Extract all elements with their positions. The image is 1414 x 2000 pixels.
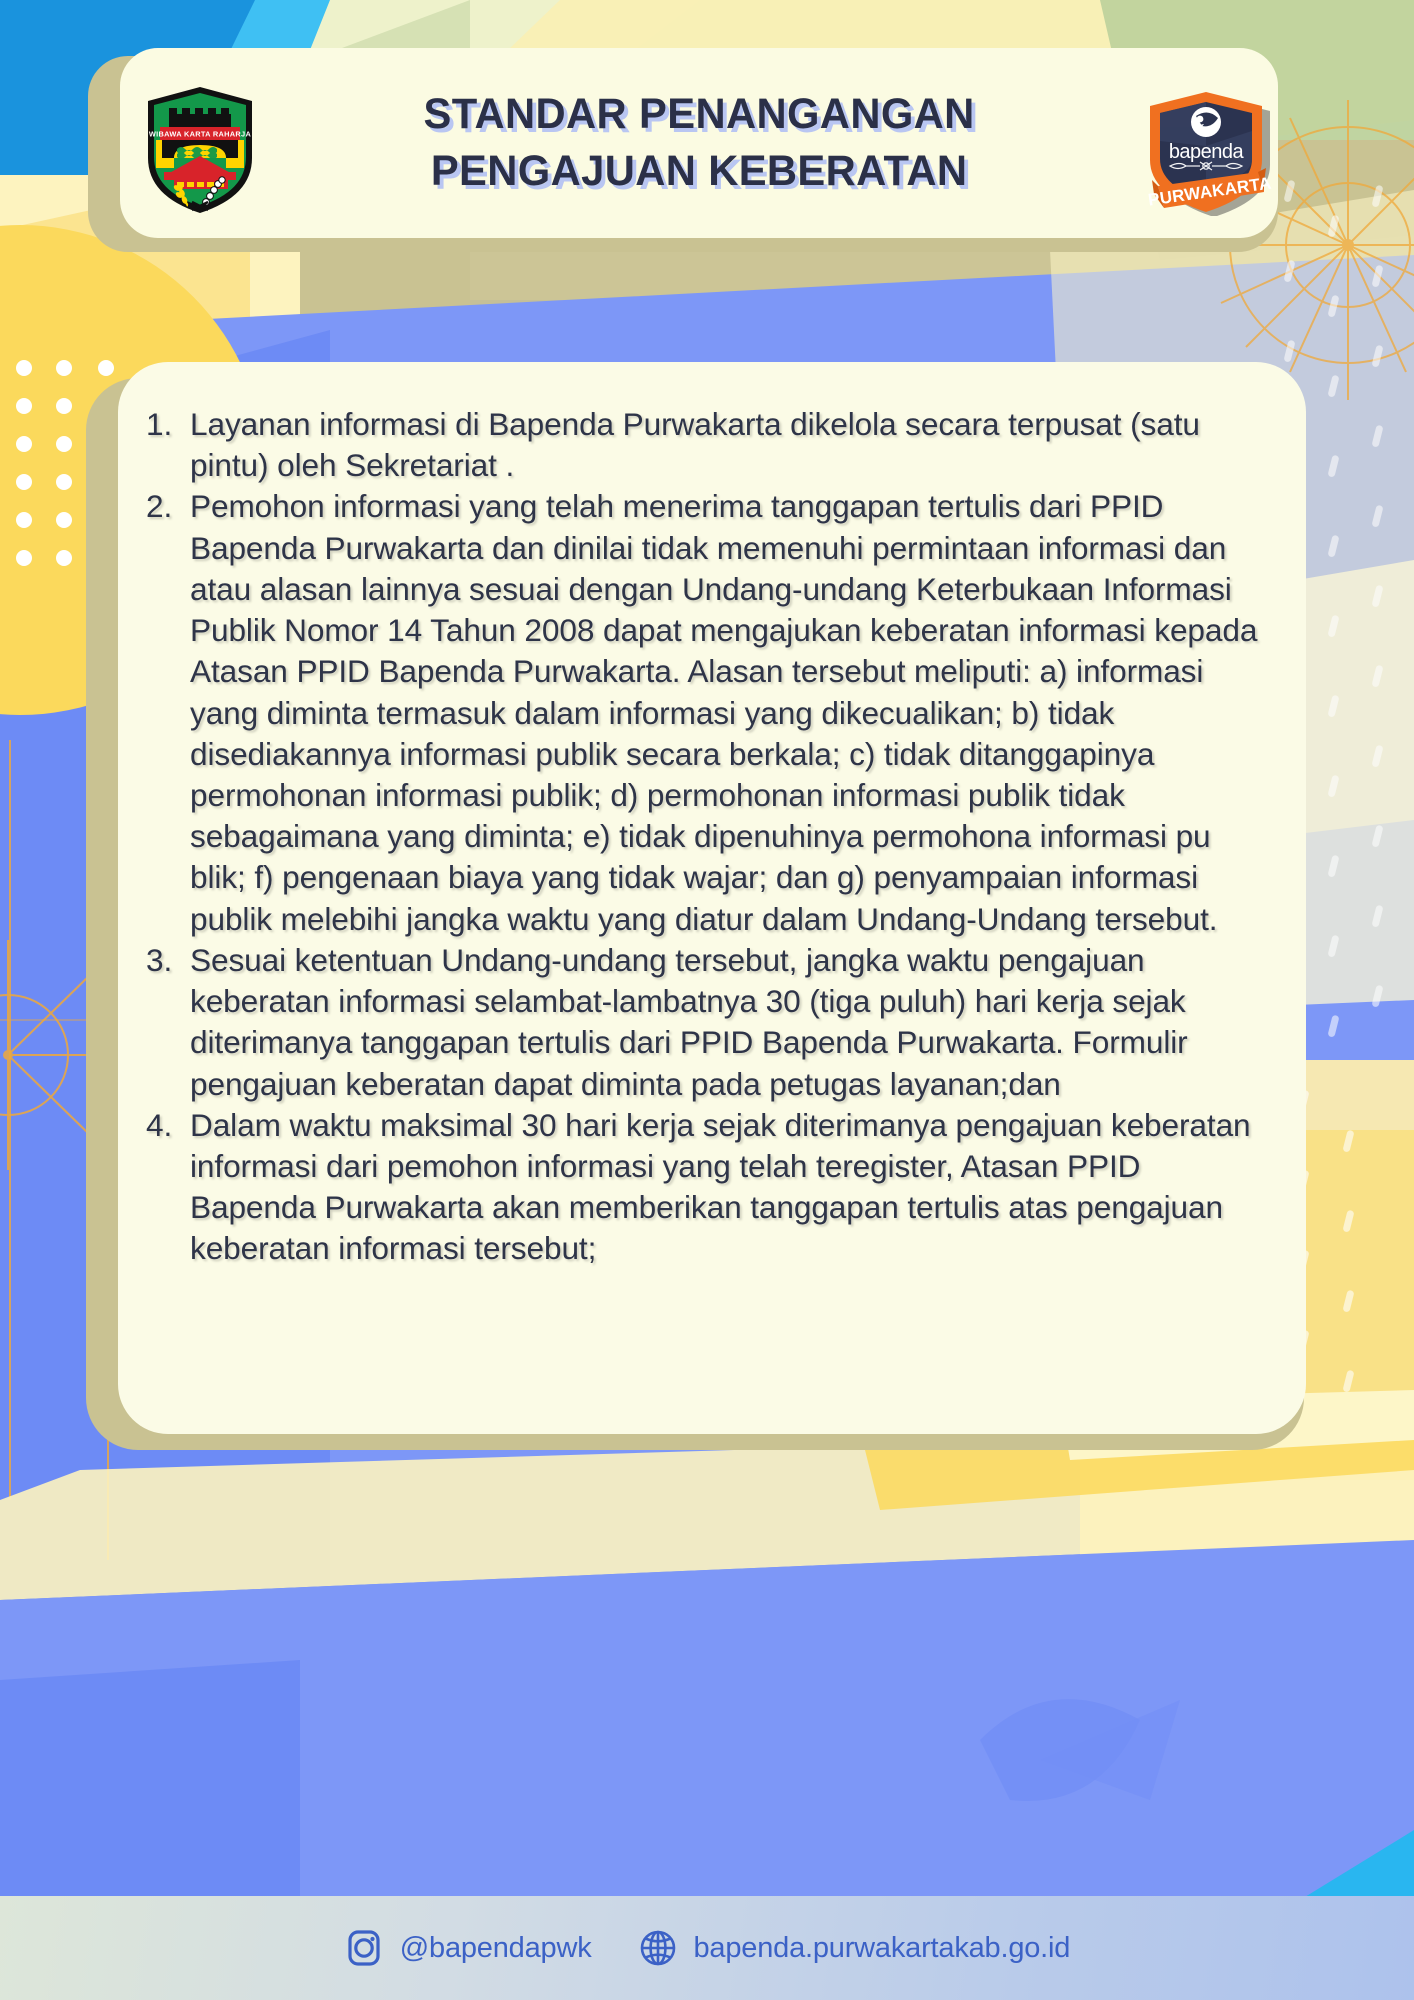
list-item: Sesuai ketentuan Undang-undang tersebut, jangka waktu pengajuan keberatan informasi selambat-lambatnya 30 (tiga puluh) hari kerja sejak diterimanya tanggapan tertulis dari PPID Bapenda Purwakarta. Formulir pengajuan keberatan dapat diminta pada petugas layanan;dan [190, 941, 1188, 1102]
page-title-line-1: STANDAR PENANGANGAN [423, 89, 975, 138]
purwakarta-regency-emblem [140, 84, 260, 216]
bapenda-purwakarta-logo [1140, 86, 1272, 216]
instagram-handle: @bapendapwk [399, 1931, 592, 1964]
page-title [423, 86, 974, 200]
instagram-icon [344, 1928, 384, 1968]
procedure-list [142, 404, 1266, 1270]
list-item: Layanan informasi di Bapenda Purwakarta dikelola secara terpusat (satu pintu) oleh Sekretariat . [190, 406, 1200, 484]
website-url: bapenda.purwakartakab.go.id [693, 1931, 1071, 1964]
globe-icon [638, 1928, 678, 1968]
instagram-contact[interactable] [344, 1928, 592, 1968]
header-card [120, 48, 1278, 238]
list-item: Pemohon informasi yang telah menerima tanggapan tertulis dari PPID Bapenda Purwakarta dan dinilai tidak memenuhi permintaan informasi dan atau alasan lainnya sesuai dengan Undang-undang Keterbukaan Informasi Publik Nomor 14 Tahun 2008 dapat mengajukan keberatan informasi kepada Atasan PPID Bapenda Purwakarta. Alasan tersebut meliputi: a) informasi yang diminta termasuk dalam informasi yang dikecualikan; b) tidak disediakannya informasi publik secara berkala; c) tidak ditanggapinya permohonan informasi publik; d) permohonan informasi publik tidak sebagaimana yang diminta; e) tidak dipenuhinya permohona informasi pu blik; f) pengenaan biaya yang tidak wajar; dan g) penyampaian informasi publik melebihi jangka waktu yang diatur dalam Undang-Undang tersebut. [190, 488, 1258, 937]
svg-text:bapenda: bapenda [1168, 141, 1244, 163]
svg-text:WIBAWA KARTA RAHARJA: WIBAWA KARTA RAHARJA [148, 129, 252, 139]
footer-bar [0, 1896, 1414, 2000]
list-item: Dalam waktu maksimal 30 hari kerja sejak diterimanya pengajuan keberatan informasi dari pemohon informasi yang telah teregister, Atasan PPID Bapenda Purwakarta akan memberikan tanggapan tertulis atas pengajuan keberatan informasi tersebut; [190, 1106, 1251, 1267]
content-card [118, 362, 1306, 1434]
website-contact[interactable] [638, 1928, 1071, 1968]
page-title-line-2: PENGAJUAN KEBERATAN [430, 147, 968, 195]
svg-text:PURWAKARTA: PURWAKARTA [1146, 173, 1272, 210]
